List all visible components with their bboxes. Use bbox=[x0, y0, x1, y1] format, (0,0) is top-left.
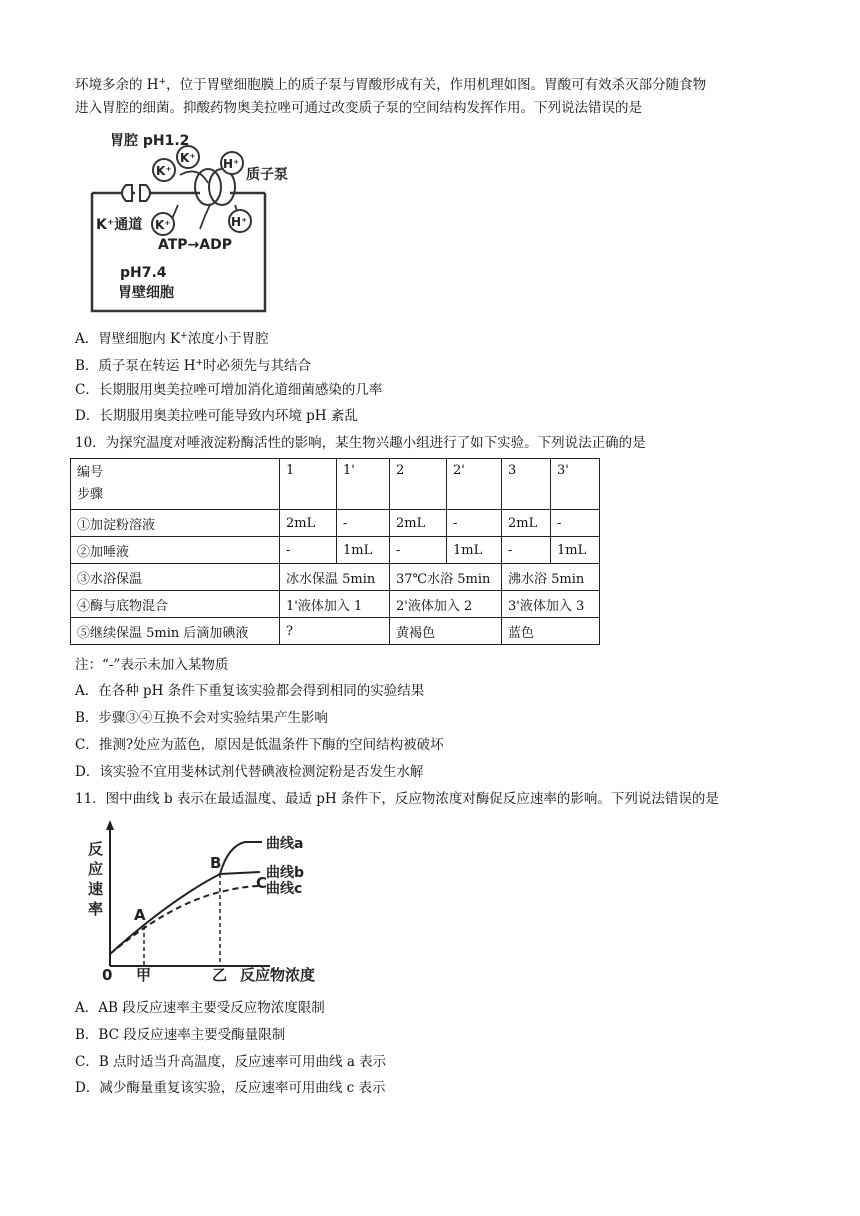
q9-stem-line2: 进入胃腔的细菌。抑酸药物奥美拉唑可通过改变质子泵的空间结构发挥作用。下列说法错误的是 bbox=[75, 100, 642, 116]
col-1-header: 1 bbox=[280, 459, 337, 510]
table-row: ②加唾液 - 1mL - 1mL - 1mL bbox=[71, 537, 600, 564]
q10-option-d[interactable]: D．该实验不宜用斐林试剂代替碘液检测淀粉是否发生水解 bbox=[75, 764, 424, 780]
k-ion-label-1: K⁺ bbox=[156, 164, 172, 178]
col-1p-header: 1' bbox=[337, 459, 390, 510]
atp-adp-label: ATP→ADP bbox=[158, 237, 233, 253]
col-3-header: 3 bbox=[502, 459, 551, 510]
q11-option-d[interactable]: D．减少酶量重复该实验，反应速率可用曲线 c 表示 bbox=[75, 1080, 386, 1096]
q10-note: 注：“-”表示未加入某物质 bbox=[75, 657, 229, 673]
y-axis-label-4: 率 bbox=[88, 900, 104, 918]
table-row: ⑤继续保温 5min 后滴加碘液 ? 黄褐色 蓝色 bbox=[71, 618, 600, 645]
q11-stem: 11．图中曲线 b 表示在最适温度、最适 pH 条件下，反应物浓度对酶促反应速率的影响。下列说法错误的是 bbox=[75, 791, 719, 807]
y-axis-label-3: 速 bbox=[88, 880, 104, 898]
tick-jia-label: 甲 bbox=[136, 966, 152, 983]
tick-yi-label: 乙 bbox=[212, 966, 228, 983]
k-ion-label-2: K⁺ bbox=[180, 151, 196, 165]
q9-option-d[interactable]: D．长期服用奥美拉唑可能导致内环境 pH 紊乱 bbox=[75, 408, 358, 424]
proton-pump-figure bbox=[80, 125, 330, 317]
origin-label: 0 bbox=[102, 966, 113, 983]
y-axis-label-2: 应 bbox=[88, 860, 104, 878]
point-b-label: B bbox=[210, 854, 222, 872]
q10-option-a[interactable]: A．在各种 pH 条件下重复该实验都会得到相同的实验结果 bbox=[75, 683, 425, 699]
curve-b-label: 曲线b bbox=[266, 865, 305, 881]
q11-option-b[interactable]: B．BC 段反应速率主要受酶量限制 bbox=[75, 1027, 286, 1043]
k-ion-label-3: K⁺ bbox=[155, 218, 171, 232]
cell-ph-label: pH7.4 bbox=[120, 265, 167, 281]
col-2p-header: 2' bbox=[447, 459, 502, 510]
enzyme-rate-figure bbox=[80, 818, 345, 983]
curve-c-label: 曲线c bbox=[266, 881, 303, 897]
h-ion-label-1: H⁺ bbox=[223, 157, 240, 171]
table-row: ④酶与底物混合 1'液体加入 1 2'液体加入 2 3'液体加入 3 bbox=[71, 591, 600, 618]
q10-option-b[interactable]: B．步骤③④互换不会对实验结果产生影响 bbox=[75, 710, 328, 726]
table-row: ③水浴保温 冰水保温 5min 37℃水浴 5min 沸水浴 5min bbox=[71, 564, 600, 591]
proton-pump-label: 质子泵 bbox=[246, 167, 288, 183]
col-3p-header: 3' bbox=[551, 459, 600, 510]
k-channel-label: K⁺通道 bbox=[96, 217, 143, 233]
point-c-label: C bbox=[256, 874, 268, 892]
stomach-cavity-label: 胃腔 pH1.2 bbox=[110, 133, 190, 149]
experiment-table bbox=[70, 458, 600, 645]
x-axis-label: 反应物浓度 bbox=[240, 966, 316, 983]
q10-option-c[interactable]: C．推测?处应为蓝色，原因是低温条件下酶的空间结构被破坏 bbox=[75, 737, 444, 753]
q11-option-a[interactable]: A．AB 段反应速率主要受反应物浓度限制 bbox=[75, 1000, 325, 1016]
q9-option-a[interactable]: A．胃壁细胞内 K+浓度小于胃腔 bbox=[75, 331, 269, 347]
q9-option-b[interactable]: B．质子泵在转运 H+时必须先与其结合 bbox=[75, 358, 312, 374]
q10-stem: 10．为探究温度对唾液淀粉酶活性的影响，某生物兴趣小组进行了如下实验。下列说法正确的是 bbox=[75, 435, 646, 451]
parietal-cell-label: 胃壁细胞 bbox=[118, 285, 174, 301]
q9-stem-line1: 环境多余的 H+，位于胃壁细胞膜上的质子泵与胃酸形成有关，作用机理如图。胃酸可有效杀灭部分随食物 bbox=[75, 77, 707, 93]
curve-a-label: 曲线a bbox=[266, 836, 304, 852]
col-2-header: 2 bbox=[390, 459, 447, 510]
table-row: ①加淀粉溶液 2mL - 2mL - 2mL - bbox=[71, 510, 600, 537]
table-header-cell: 编号 步骤 bbox=[71, 459, 280, 510]
h-ion-label-2: H⁺ bbox=[231, 215, 248, 229]
y-axis-label-1: 反 bbox=[88, 840, 104, 858]
q11-option-c[interactable]: C．B 点时适当升高温度，反应速率可用曲线 a 表示 bbox=[75, 1054, 387, 1070]
point-a-label: A bbox=[134, 906, 146, 924]
q9-option-c[interactable]: C．长期服用奥美拉唑可增加消化道细菌感染的几率 bbox=[75, 382, 383, 398]
